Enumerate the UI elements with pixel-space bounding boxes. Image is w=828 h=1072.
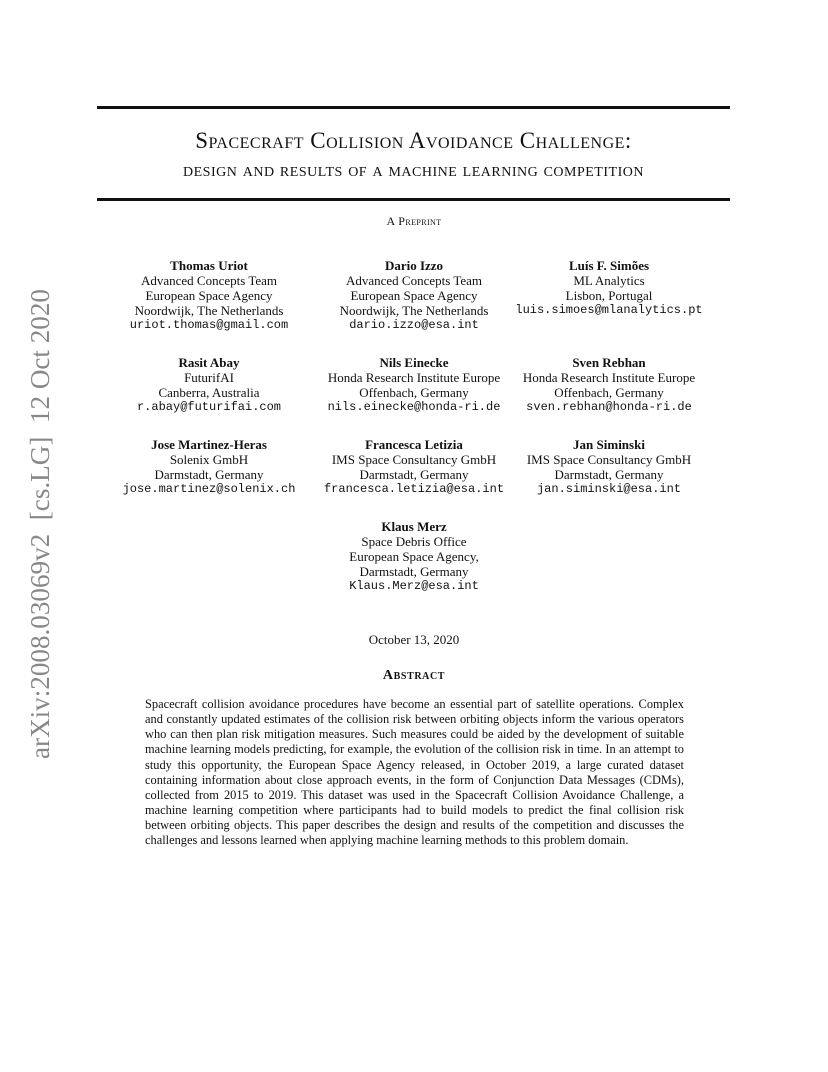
author-block	[484, 437, 734, 497]
author-affiliation: Darmstadt, Germany	[554, 467, 664, 482]
author-affiliation: European Space Agency,	[349, 549, 479, 564]
author-affiliation: Honda Research Institute Europe	[522, 370, 696, 385]
abstract-text: Spacecraft collision avoidance procedures have become an essential part of satellite operations. Complex and constantly updated estimates of the collision risk between orbiting objects inform the various operators who can then plan risk mitigation measures. Such measures could be aided by the development of suitable machine learning models predicting, for example, the evolution of the collision risk in time. In an attempt to study this opportunity, the European Space Agency released, in October 2019, a large curated dataset containing information about close approach events, in the form of Conjunction Data Messages (CDMs), collected from 2015 to 2019. This dataset was used in the Spacecraft Collision Avoidance Challenge, a machine learning competition where participants had to build models to predict the final collision risk between orbiting objects. This paper describes the design and results of the competition and discusses the challenges and lessons learned when applying machine learning methods to this problem domain.	[145, 697, 684, 848]
author-affiliation: ML Analytics	[573, 273, 645, 288]
author-email: francesca.letizia@esa.int	[323, 482, 505, 496]
author-affiliation: Advanced Concepts Team	[345, 273, 483, 288]
author-name: Nils Einecke	[379, 355, 449, 370]
author-affiliation: Advanced Concepts Team	[140, 273, 278, 288]
author-name: Jose Martinez-Heras	[151, 437, 267, 452]
preprint-label: A Preprint	[386, 214, 442, 228]
author-block	[484, 355, 734, 415]
author-name: Klaus Merz	[381, 519, 447, 534]
author-name: Jan Siminski	[573, 437, 645, 452]
author-affiliation: European Space Agency	[145, 288, 273, 303]
author-affiliation: Noordwijk, The Netherlands	[339, 303, 489, 318]
publication-date: October 13, 2020	[368, 632, 460, 647]
author-block	[289, 519, 539, 594]
author-email: sven.rebhan@honda-ri.de	[526, 400, 692, 414]
author-email: r.abay@futurifai.com	[136, 400, 282, 414]
title-top-rule	[97, 106, 730, 109]
author-name: Thomas Uriot	[170, 258, 248, 273]
author-email: jan.siminski@esa.int	[536, 482, 682, 496]
paper-title-line-1: Spacecraft Collision Avoidance Challenge:	[195, 128, 632, 153]
author-affiliation: FuturifAI	[184, 370, 234, 385]
paper-title-line-2: design and results of a machine learning competition	[183, 160, 644, 181]
author-affiliation: Darmstadt, Germany	[154, 467, 264, 482]
author-email: jose.martinez@solenix.ch	[122, 482, 296, 496]
author-affiliation: Honda Research Institute Europe	[327, 370, 501, 385]
author-affiliation: Darmstadt, Germany	[359, 564, 469, 579]
author-name: Luís F. Simões	[568, 258, 650, 273]
arxiv-side-stamp	[21, 287, 57, 761]
author-email: nils.einecke@honda-ri.de	[327, 400, 501, 414]
author-block	[484, 258, 734, 318]
author-affiliation: Solenix GmbH	[169, 452, 249, 467]
author-name: Sven Rebhan	[572, 355, 646, 370]
author-affiliation: IMS Space Consultancy GmbH	[526, 452, 692, 467]
author-email: uriot.thomas@gmail.com	[129, 318, 289, 332]
arxiv-stamp-text: arXiv:2008.03069v2 [cs.LG] 12 Oct 2020	[25, 291, 55, 759]
author-affiliation: Space Debris Office	[361, 534, 467, 549]
author-email: luis.simoes@mlanalytics.pt	[515, 303, 703, 317]
author-affiliation: IMS Space Consultancy GmbH	[331, 452, 497, 467]
author-affiliation: Offenbach, Germany	[554, 385, 664, 400]
author-affiliation: Canberra, Australia	[158, 385, 260, 400]
author-email: dario.izzo@esa.int	[349, 318, 479, 332]
author-affiliation: European Space Agency	[350, 288, 478, 303]
author-affiliation: Offenbach, Germany	[359, 385, 469, 400]
author-name: Rasit Abay	[178, 355, 240, 370]
title-bottom-rule	[97, 198, 730, 201]
author-name: Francesca Letizia	[365, 437, 463, 452]
abstract-heading: Abstract	[382, 668, 446, 683]
author-affiliation: Darmstadt, Germany	[359, 467, 469, 482]
author-affiliation: Lisbon, Portugal	[565, 288, 653, 303]
author-email: Klaus.Merz@esa.int	[349, 579, 479, 593]
author-name: Dario Izzo	[384, 258, 444, 273]
author-affiliation: Noordwijk, The Netherlands	[134, 303, 284, 318]
